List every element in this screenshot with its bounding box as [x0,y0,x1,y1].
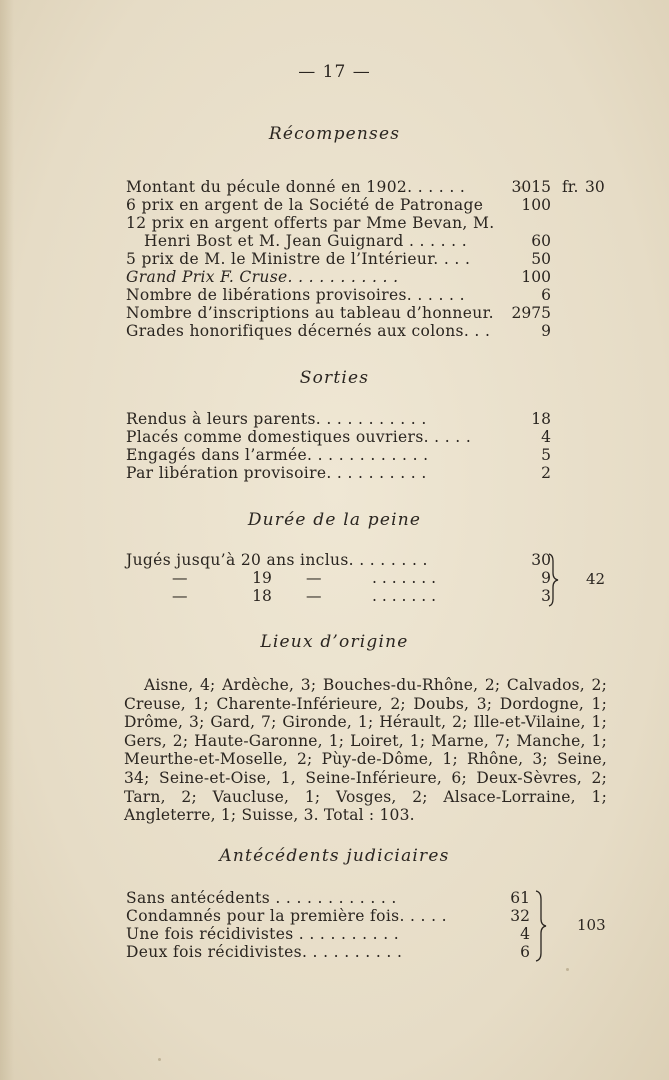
row-value: 18 [531,410,551,428]
row-label: Grand Prix F. Cruse. . . . . . . . . . . [126,268,399,286]
row-label: 12 prix en argent offerts par Mme Bevan, M. [126,214,495,232]
table-row [126,196,606,214]
table-row [126,464,606,482]
lieux-paragraph: Aisne, 4; Ardèche, 3; Bouches-du-Rhône, 2; Calvados, 2; Creuse, 1; Charente-Inférieure, 2; Doubs, 3; Dordogne, 1; Drôme, 3; Gard, 7; Gironde, 1; Hérault, 2; Ille-et-Vilaine, 1; Gers, 2; Haute-Garonne, 1; Loiret, 1; Marne, 7; Manche, 1; Meurthe-et-Moselle, 2; Pùy-de-Dôme, 1; Rhône, 3; Seine, 34; Seine-et-Oise, 1, Seine-Inférieure, 6; Deux-Sèvres, 2; Tarn, 2; Vaucluse, 1; Vosges, 2; Alsace-Lorraine, 1; Angleterre, 1; Suisse, 3. Total : 103. [124,676,607,825]
row-value: 60 [531,232,551,250]
row-label: Rendus à leurs parents. . . . . . . . . . . [126,410,427,428]
row-value: 2 [541,464,551,482]
row-dots: . . . . . . . [372,587,437,605]
row-value: 50 [531,250,551,268]
heading-duree: Durée de la peine [247,510,422,530]
duree-table [126,551,606,605]
row-value: 4 [541,428,551,446]
table-row [126,551,606,569]
binding-shadow [0,0,14,1080]
row-label: Grades honorifiques décernés aux colons. . . [126,322,491,340]
table-row [126,268,606,286]
table-row [126,304,606,322]
table-row [126,322,606,340]
row-label: Deux fois récidivistes. . . . . . . . . . [126,943,403,961]
row-label: Par libération provisoire. . . . . . . . . . [126,464,427,482]
row-value: 3 [541,587,551,605]
row-label: Henri Bost et M. Jean Guignard . . . . . . [144,232,468,250]
table-row [126,178,606,196]
duree-total: 42 [586,570,606,588]
row-value: 6 [541,286,551,304]
row-value: 100 [521,268,551,286]
row-value: 9 [541,569,551,587]
heading-recompenses: Récompenses [268,124,401,144]
row-value: 9 [541,322,551,340]
row-value: 100 [521,196,551,214]
table-row [126,410,606,428]
row-value: 6 [520,943,530,961]
row-label: Sans antécédents . . . . . . . . . . . . [126,889,397,907]
brace-icon [547,553,561,607]
row-label: Montant du pécule donné en 1902. . . . . . [126,178,466,196]
row-age: 19 [252,569,272,587]
brace-icon [534,890,548,962]
row-label: 5 prix de M. le Ministre de l’Intérieur. . . . [126,250,471,268]
row-label: Nombre d’inscriptions au tableau d’honneur. [126,304,494,322]
row-label: 6 prix en argent de la Société de Patronage [126,196,484,214]
row-age: 18 [252,587,272,605]
table-row [126,428,606,446]
ditto-dash: — [172,587,188,605]
table-row [126,232,606,250]
paper-speck [158,1058,161,1061]
ditto-dash: — [306,569,322,587]
row-label: Une fois récidivistes . . . . . . . . . . [126,925,400,943]
row-dots: . . . . . . . [372,569,437,587]
row-value: 5 [541,446,551,464]
table-row [126,214,606,232]
table-row [126,286,606,304]
table-row [126,446,606,464]
row-label: Condamnés pour la première fois. . . . . [126,907,447,925]
ditto-dash: — [306,587,322,605]
row-label: Nombre de libérations provisoires. . . . . . [126,286,465,304]
row-cents: 30 [585,178,605,196]
row-value: 2975 [511,304,551,322]
antecedents-total: 103 [577,916,606,934]
table-row [126,587,606,605]
paper-speck [566,968,569,971]
table-row [126,569,606,587]
table-row [126,250,606,268]
row-unit: fr. [562,178,579,196]
sorties-table [126,410,606,482]
recompenses-table [126,178,606,340]
row-value: 30 [531,551,551,569]
row-value: 3015 [511,178,551,196]
row-value: 4 [520,925,530,943]
row-label: Engagés dans l’armée. . . . . . . . . . . . [126,446,429,464]
row-label: Placés comme domestiques ouvriers. . . . . [126,428,472,446]
row-label: Jugés jusqu’à 20 ans inclus. . . . . . . . [126,551,428,569]
row-value: 61 [510,889,530,907]
heading-lieux: Lieux d’origine [260,632,409,652]
page-number: — 17 — [298,62,371,82]
ditto-dash: — [172,569,188,587]
heading-sorties: Sorties [299,368,370,388]
heading-antecedents: Antécédents judiciaires [219,846,450,866]
row-value: 32 [510,907,530,925]
